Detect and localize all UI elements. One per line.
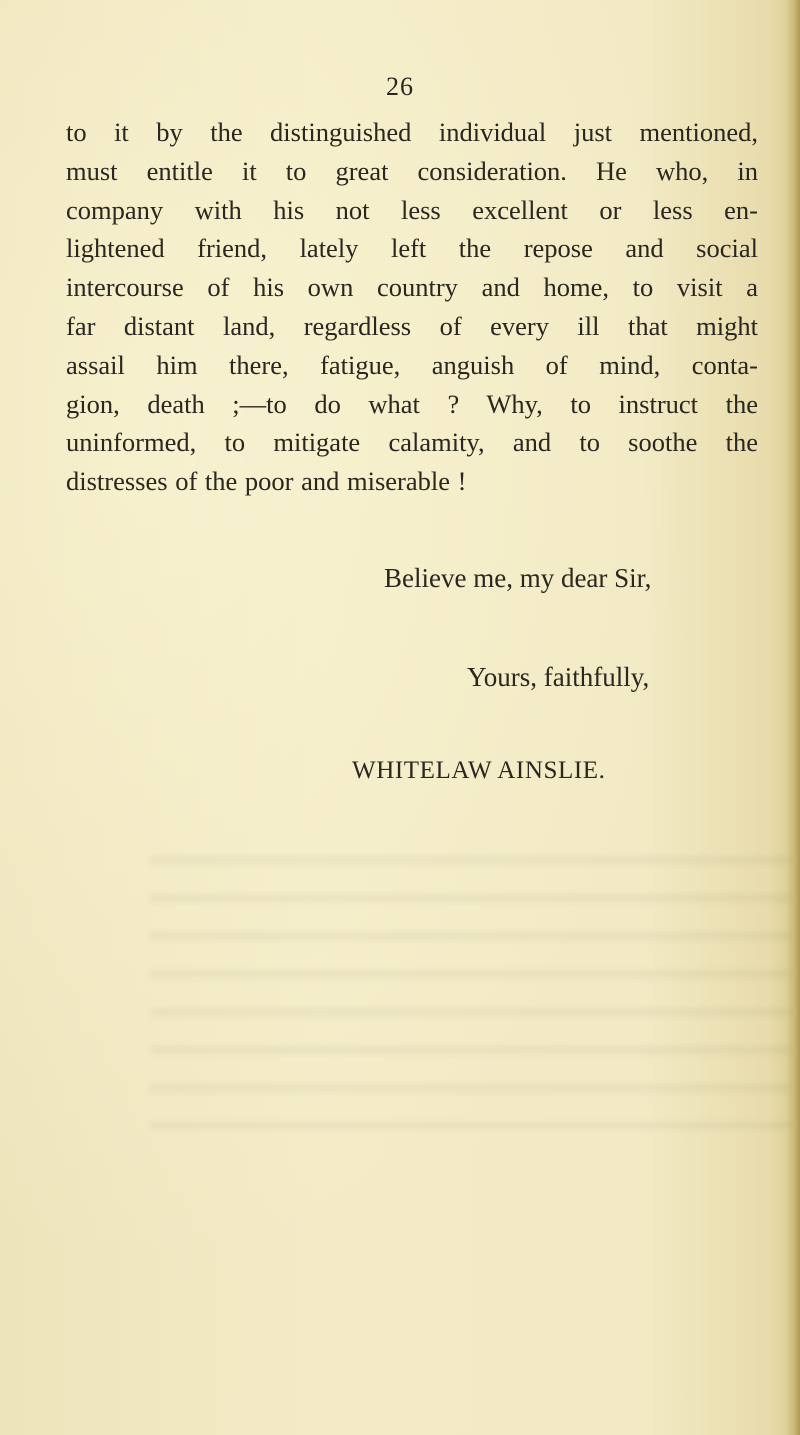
bleed-through-texture xyxy=(150,830,790,1130)
page-number: 26 xyxy=(386,72,414,101)
body-line: intercourse of his own country and home, to visit a xyxy=(66,272,758,303)
body-line: to it by the distinguished individual just mentioned, xyxy=(66,117,758,147)
letter-closing: Believe me, my dear Sir, xyxy=(384,563,652,593)
body-line: far distant land, regardless of every ill that might xyxy=(66,310,758,341)
body-line: lightened friend, lately left the repose and social xyxy=(66,233,758,264)
body-paragraph xyxy=(66,113,758,501)
body-line: company with his not less excellent or less en- xyxy=(66,194,758,225)
body-line: must entitle it to great consideration. He who, in xyxy=(66,155,758,186)
page-edge-shadow xyxy=(786,0,800,1435)
body-line: assail him there, fatigue, anguish of mind, conta- xyxy=(66,349,758,380)
body-line: distresses of the poor and miserable ! xyxy=(66,466,467,497)
letter-signature: WHITELAW AINSLIE. xyxy=(352,757,606,784)
body-line: gion, death ;—to do what ? Why, to instruct the xyxy=(66,388,758,419)
body-line: uninformed, to mitigate calamity, and to soothe the xyxy=(66,427,758,458)
letter-signoff: Yours, faithfully, xyxy=(467,662,650,692)
